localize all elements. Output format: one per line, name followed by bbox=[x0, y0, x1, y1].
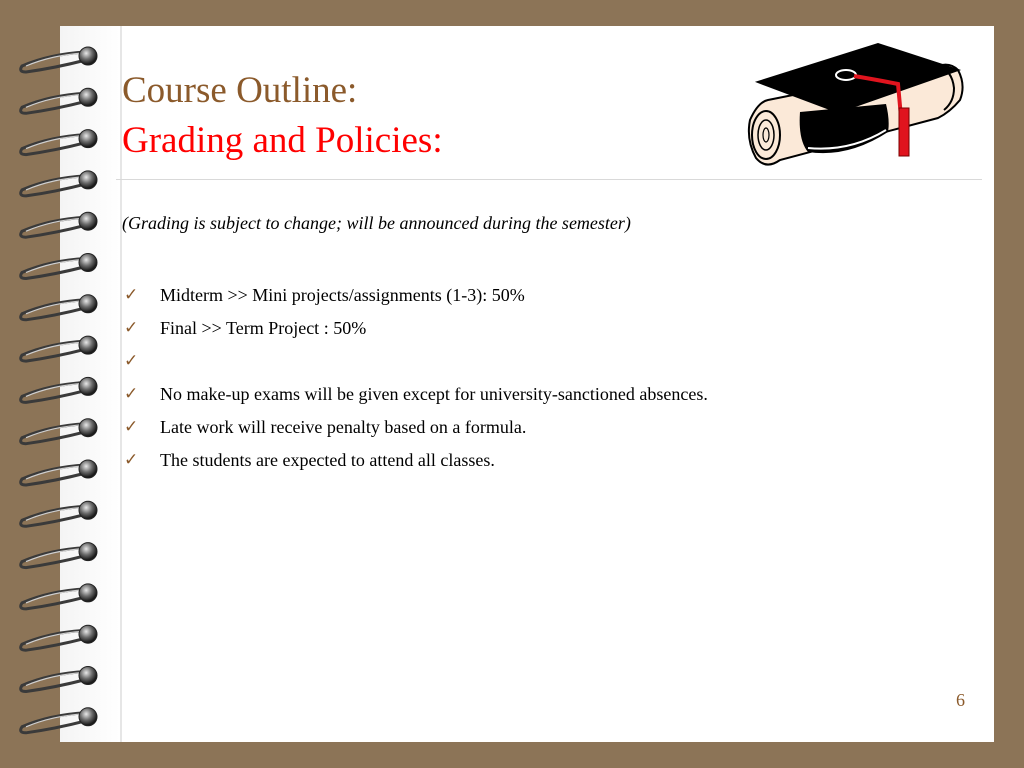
binding-wire bbox=[21, 135, 86, 155]
binding-wire bbox=[21, 672, 86, 692]
binding-hole bbox=[79, 667, 97, 685]
checkmark-icon: ✓ bbox=[124, 351, 139, 371]
spiral-binding-icon bbox=[0, 0, 120, 768]
binding-wire bbox=[21, 176, 86, 196]
binding-hole bbox=[79, 336, 97, 354]
binding-hole bbox=[79, 377, 97, 395]
binding-hole bbox=[79, 460, 97, 478]
bullet-text: Midterm >> Mini projects/assignments (1-3): 50% bbox=[160, 285, 525, 305]
graduation-cap-diploma-icon bbox=[738, 40, 973, 175]
binding-wire bbox=[21, 713, 86, 733]
binding-hole bbox=[79, 625, 97, 643]
list-item bbox=[122, 345, 942, 378]
binding-wire bbox=[21, 589, 86, 609]
binding-wire bbox=[21, 548, 86, 568]
bullet-text: Final >> Term Project : 50% bbox=[160, 318, 367, 338]
grading-note: (Grading is subject to change; will be announced during the semester) bbox=[122, 213, 631, 233]
list-item bbox=[122, 378, 942, 411]
binding-hole bbox=[79, 130, 97, 148]
binding-wire bbox=[21, 341, 86, 361]
binding-wire bbox=[21, 259, 86, 279]
binding-hole bbox=[79, 47, 97, 65]
page-number: 6 bbox=[956, 690, 965, 710]
list-item bbox=[122, 279, 942, 312]
list-item bbox=[122, 312, 942, 345]
checkmark-icon: ✓ bbox=[124, 318, 139, 338]
checkmark-icon: ✓ bbox=[124, 285, 139, 305]
title-line-grading-policies: Grading and Policies: bbox=[122, 120, 443, 161]
binding-wire bbox=[21, 424, 86, 444]
binding-hole bbox=[79, 88, 97, 106]
bullet-text: Late work will receive penalty based on a formula. bbox=[160, 417, 527, 437]
binding-wire bbox=[21, 300, 86, 320]
title-line-course-outline: Course Outline: bbox=[122, 70, 358, 111]
binding-wire bbox=[21, 93, 86, 113]
binding-hole bbox=[79, 501, 97, 519]
checkmark-icon: ✓ bbox=[124, 417, 139, 437]
binding-hole bbox=[79, 708, 97, 726]
binding-wire bbox=[21, 465, 86, 485]
binding-wire bbox=[21, 382, 86, 402]
bullet-text: The students are expected to attend all classes. bbox=[160, 450, 495, 470]
binding-hole bbox=[79, 584, 97, 602]
binding-hole bbox=[79, 171, 97, 189]
slide-title bbox=[122, 66, 443, 166]
list-item bbox=[122, 444, 942, 477]
binding-wire bbox=[21, 506, 86, 526]
binding-wire bbox=[21, 52, 86, 72]
binding-hole bbox=[79, 419, 97, 437]
title-divider bbox=[116, 179, 982, 180]
binding-hole bbox=[79, 295, 97, 313]
bullet-text: No make-up exams will be given except for university-sanctioned absences. bbox=[160, 384, 708, 404]
list-item bbox=[122, 411, 942, 444]
checkmark-icon: ✓ bbox=[124, 450, 139, 470]
checkmark-icon: ✓ bbox=[124, 384, 139, 404]
binding-hole bbox=[79, 212, 97, 230]
binding-wire bbox=[21, 630, 86, 650]
policy-list bbox=[122, 279, 942, 477]
binding-hole bbox=[79, 254, 97, 272]
binding-wire bbox=[21, 217, 86, 237]
binding-hole bbox=[79, 543, 97, 561]
